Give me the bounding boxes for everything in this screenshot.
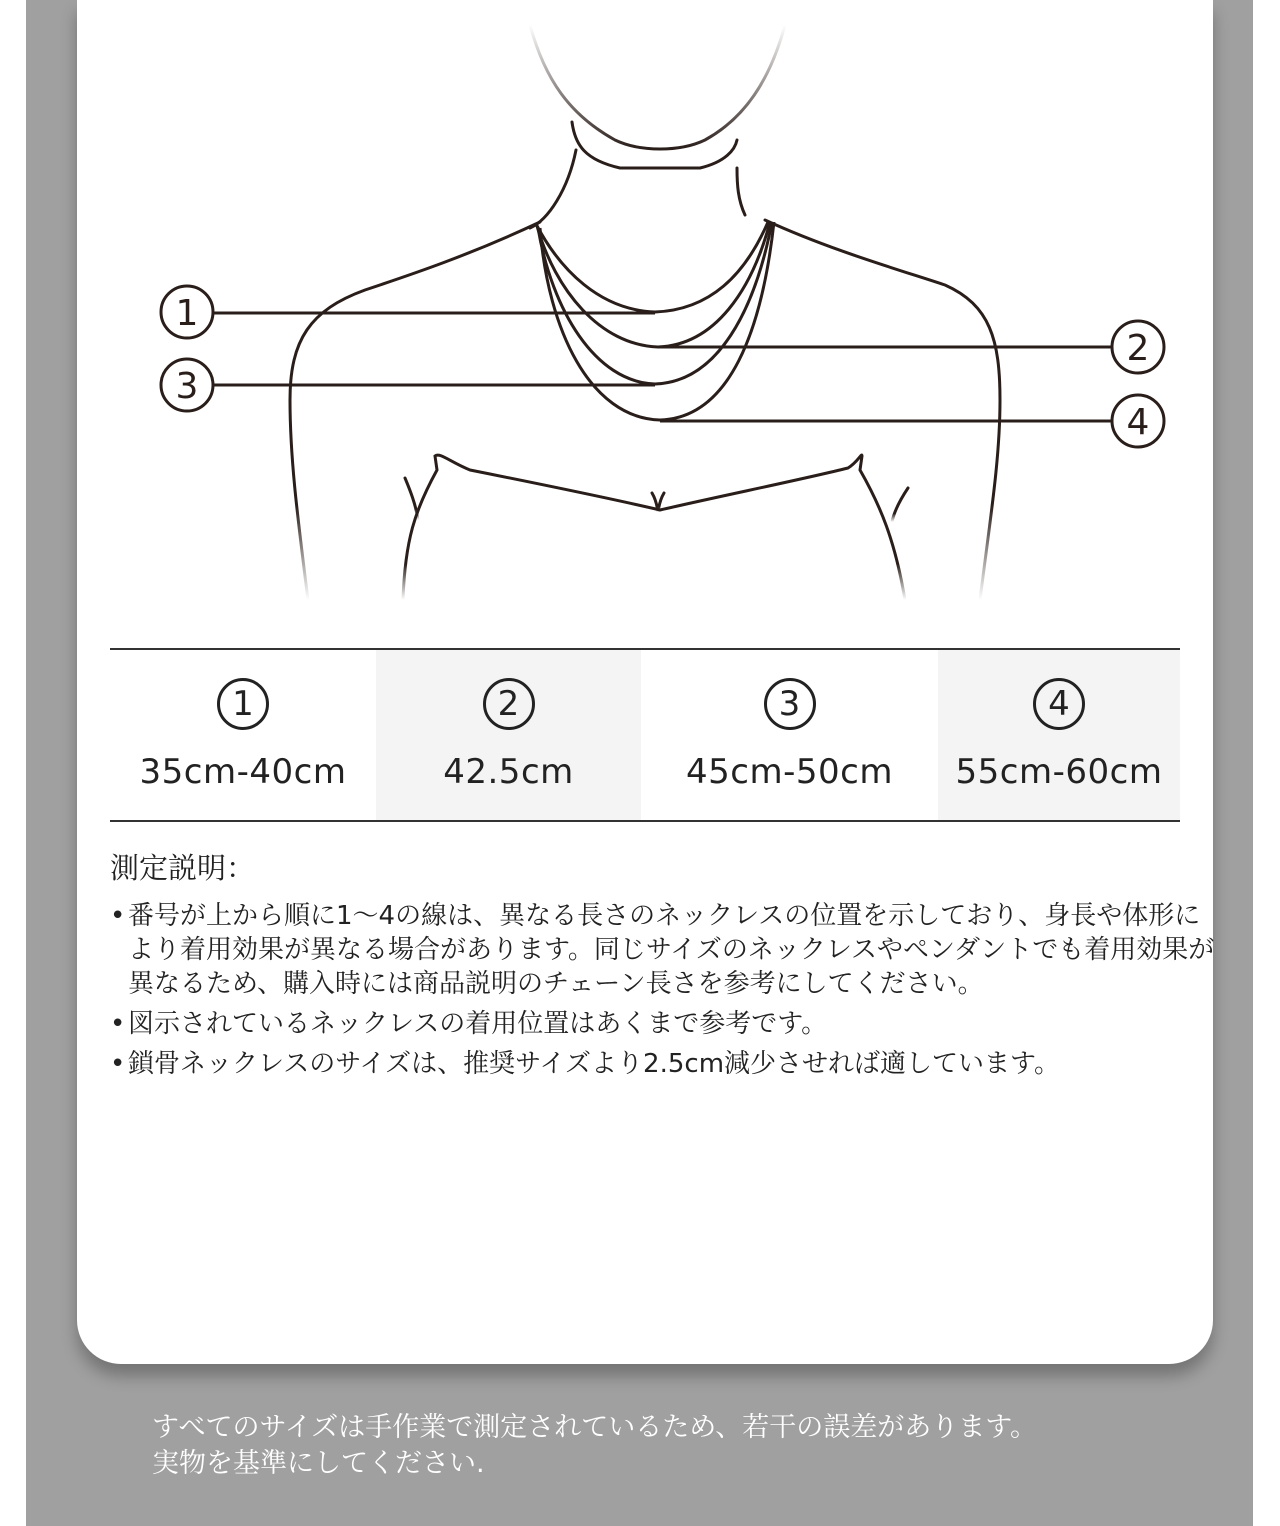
- svg-text:3: 3: [175, 366, 199, 407]
- marker-1: [161, 286, 213, 338]
- face-outline: [530, 25, 785, 149]
- note-item: • 図示されているネックレスの着用位置はあくまで参考です。: [110, 1007, 1220, 1041]
- necklace-chains: [536, 222, 774, 420]
- size-table: [110, 648, 1180, 822]
- notes-heading: 測定説明：: [110, 851, 256, 885]
- size-length: 42.5cm: [443, 752, 574, 792]
- size-length: 45cm-50cm: [686, 752, 893, 792]
- marker-2: [1112, 321, 1164, 373]
- size-number: 3: [764, 678, 816, 730]
- shoulders-outline: [290, 220, 1000, 600]
- size-cell-2: [376, 650, 641, 820]
- body-outline: [530, 122, 745, 228]
- measurement-notes: [110, 846, 1220, 1087]
- size-cell-3: [641, 650, 938, 820]
- size-number: 1: [217, 678, 269, 730]
- size-cell-1: [110, 650, 376, 820]
- size-cell-4: [938, 650, 1180, 820]
- note-item: • 番号が上から順に1〜4の線は、異なる長さのネックレスの位置を示しており、身長や体形により着用効果が異なる場合があります。同じサイズのネックレスやペンダントでも着用効果が異なるため、購入時には商品説明のチェーン長さを参考にしてください。: [110, 899, 1220, 1001]
- indicator-lines: [213, 313, 1112, 421]
- svg-text:2: 2: [1126, 328, 1150, 369]
- footer-line: 実物を基準にしてください.: [152, 1448, 485, 1479]
- note-item: • 鎖骨ネックレスのサイズは、推奨サイズより2.5cm減少させれば適しています。: [110, 1047, 1220, 1081]
- size-number: 2: [483, 678, 535, 730]
- notes-list: [110, 899, 1220, 1081]
- neck-diagram: [0, 0, 1280, 640]
- size-length: 35cm-40cm: [139, 752, 347, 792]
- footer-line: すべてのサイズは手作業で測定されているため、若干の誤差があります。: [152, 1412, 1038, 1443]
- marker-4: [1112, 395, 1164, 447]
- marker-3: [161, 359, 213, 411]
- size-number: 4: [1033, 678, 1085, 730]
- svg-text:1: 1: [175, 293, 199, 334]
- svg-text:4: 4: [1126, 402, 1150, 443]
- size-length: 55cm-60cm: [955, 752, 1163, 792]
- footer-disclaimer: [152, 1410, 1212, 1482]
